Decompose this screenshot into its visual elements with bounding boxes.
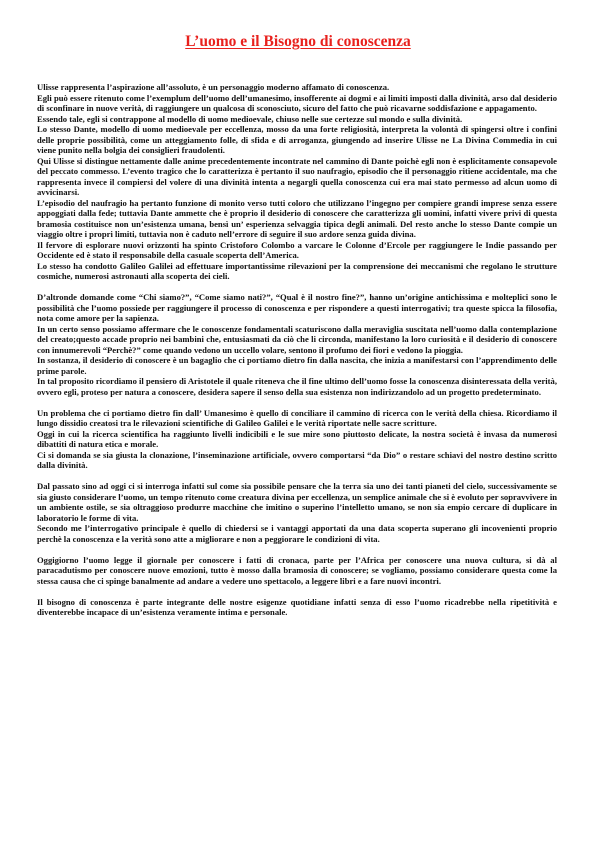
paragraph: Ci si domanda se sia giusta la clonazione, l’inseminazione artificiale, ovvero comportarsi “da Dio” o restare schiavi del nostro destino scritto dalla divinità. — [37, 449, 557, 470]
text-section — [37, 481, 557, 544]
paragraph: Il fervore di esplorare nuovi orizzonti ha spinto Cristoforo Colombo a varcare le Colonne d’Ercole per raggiungere le Indie passando per Occidente ed è stato il responsabile della casuale scoperta dell’America. — [37, 239, 557, 260]
paragraph: In un certo senso possiamo affermare che le conoscenze fondamentali scaturiscono dalla meraviglia suscitata nell’uomo dalla contemplazione del creato;questo accade proprio nei bambini che, entusiasmati da ciò che li circonda, manifestano la loro curiosità e il desiderio di conoscere con innumerevoli “Perchè?” come quando vedono un uccello volare, sentono il profumo dei fiori e vedono la pioggia. — [37, 323, 557, 355]
paragraph: Oggigiorno l’uomo legge il giornale per conoscere i fatti di cronaca, parte per l’Africa per conoscere una nuova cultura, si dà al paracadutismo per conoscere nuove emozioni, tutto è mosso dalla bramosia di conoscere; se vogliamo, possiamo considerare questa come la stessa causa che ci spinge banalmente ad andare a vedere uno spettacolo, a leggere libri e a fare nuovi incontri. — [37, 554, 557, 586]
paragraph: Oggi in cui la ricerca scientifica ha raggiunto livelli indicibili e le sue mire sono piuttosto delicate, la nostra società è invasa da numerosi dibattiti di natura etica e morale. — [37, 428, 557, 449]
text-section — [37, 408, 557, 471]
paragraph: Secondo me l’interrogativo principale è quello di chiedersi se i vantaggi apportati da una data scoperta superano gli incovenienti proprio perchè la conoscenza e la verità sono atte a migliorare e non a peggiorare le condizioni di vita. — [37, 523, 557, 544]
text-section — [37, 555, 557, 587]
text-section — [37, 82, 557, 282]
paragraph: Lo stesso Dante, modello di uomo medioevale per eccellenza, mosso da una forte religiosità, interpreta la volontà di spingersi oltre i confini delle proprie possibilità, come un atteggiamento folle, di sfida e di arroganza, giungendo ad inserire Ulisse ne La Divina Commedia in cui viene punito nella bolgia dei consiglieri fraudolenti. — [37, 124, 557, 155]
paragraph: In sostanza, il desiderio di conoscere è un bagaglio che ci portiamo dietro fin dalla nascita, che inizia a manifestarsi con l’apprendimento delle prime parole. — [37, 355, 557, 376]
paragraph: Qui Ulisse si distingue nettamente dalle anime precedentemente incontrate nel cammino di Dante poichè egli non è esplicitamente consapevole del peccato commesso. L’evento tragico che lo caratterizza è pertanto il suo naufragio, episodio che il personaggio ritiene accidentale, ma che rappresenta invece il compiersi del volere di una divinità intenta a negargli quella conoscenza cui era mai stato permesso ad alcun uomo di avvicinarsi. — [37, 155, 557, 197]
paragraph: Il bisogno di conoscenza è parte integrante delle nostre esigenze quotidiane infatti senza di esso l’uomo ricadrebbe nella ripetitività e diventerebbe incapace di un’esistenza veramente intima e personale. — [37, 596, 557, 617]
paragraph: Egli può essere ritenuto come l’exemplum dell’uomo dell’umanesimo, insofferente ai dogmi e ai limiti imposti dalla divinità, arso dal desiderio di sconfinare in nuove verità, di raggiungere un qualcosa di sconosciuto, sicuro del fatto che può ricavarne soddisfazione e appagamento. — [37, 92, 557, 113]
document-title: L’uomo e il Bisogno di conoscenza — [185, 33, 411, 50]
text-section — [37, 292, 557, 397]
paragraph: Dal passato sino ad oggi ci si interroga infatti sul come sia possibile pensare che la terra sia uno dei tanti pianeti del cielo, successivamente se sia giusto considerare l’uomo, un tempo ritenuto come creatura divina per eccellenza, un semplice animale che si è evoluto per sopravvivere in un ambiente ostile, se sia oltraggioso produrre macchine che imitino o superino l’intelletto umano, se non sia empio cercare di duplicare in laboratorio le forme di vita. — [37, 481, 557, 523]
paragraph: In tal proposito ricordiamo il pensiero di Aristotele il quale riteneva che il fine ultimo dell’uomo fosse la conoscenza disinteressata della verità, ovvero egli, proteso per natura a conoscere, desidera sapere il senso della sua esistenza non indirizzandolo ad un progetto predeterminato. — [37, 376, 557, 397]
paragraph: Lo stesso ha condotto Galileo Galilei ad effettuare importantissime rilevazioni per la comprensione dei meccanismi che regolano le strutture cosmiche, numerosi astronauti alla scoperta dei cieli. — [37, 260, 557, 281]
document-body — [37, 82, 557, 628]
paragraph: Ulisse rappresenta l’aspirazione all’assoluto, è un personaggio moderno affamato di conoscenza. — [37, 82, 390, 92]
paragraph: L’episodio del naufragio ha pertanto funzione di monito verso tutti coloro che utilizzano l’ingegno per compiere grandi imprese senza essere appoggiati dalla fede; tuttavia Dante ammette che è proprio il desiderio di conoscere che caratterizza gli uomini, infatti vivere privi di questa bramosia costituisce non un’esistenza umana, bensì un’ esperienza selvaggia tipica degli animali. Del resto anche lo stesso Dante compie un viaggio oltre i propri limiti, tuttavia non è caduto nell’errore di seguire il suo ardore senza guida divina. — [37, 197, 557, 239]
text-section — [37, 597, 557, 618]
paragraph: Un problema che ci portiamo dietro fin dall’ Umanesimo è quello di conciliare il cammino di ricerca con le verità della chiesa. Ricordiamo il lungo dissidio creatosi tra le rilevazioni scientifiche di Galileo Galilei e le verità riportate nelle sacre scritture. — [37, 407, 557, 428]
paragraph: Essendo tale, egli si contrappone al modello di uomo medioevale, chiuso nelle sue certezze sul mondo e sulla divinità. — [37, 113, 463, 124]
paragraph: D’altronde domande come “Chi siamo?”, “Come siamo nati?”, “Qual è il nostro fine?”, hanno un’origine antichissima e molteplici sono le possibilità che l’uomo possiede per raggiungere il processo di conoscenza e per rispondere a questi interrogativi; tra queste spicca la filosofia, nota come amore per la sapienza. — [37, 292, 557, 323]
